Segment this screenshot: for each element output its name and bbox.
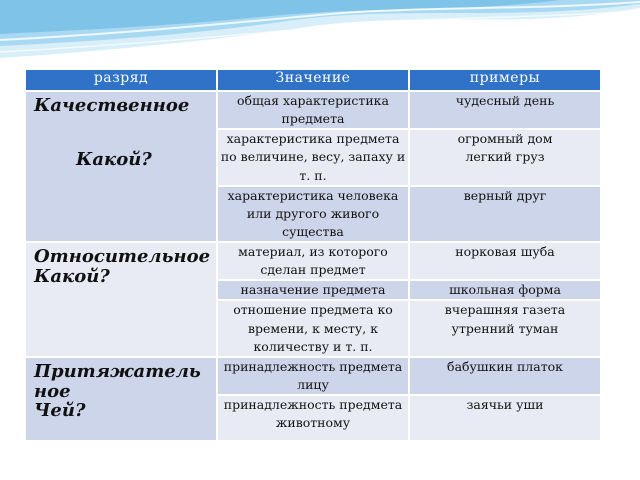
table-row: [26, 92, 600, 128]
example-text: вчерашняя газета: [444, 302, 566, 318]
category-qualitative: [26, 92, 216, 241]
meaning-cell: отношение предмета ко времени, к месту, к количеству и т. п.: [218, 301, 408, 355]
example-text: чудесный день: [455, 93, 555, 108]
category-possessive: [26, 358, 216, 440]
examples-cell: [410, 396, 600, 440]
example-text: легкий груз: [465, 149, 545, 165]
examples-cell: [410, 243, 600, 279]
meaning-cell: принадлежность предмета животному: [218, 396, 408, 440]
examples-cell: [410, 92, 600, 128]
examples-cell: [410, 130, 600, 184]
adjective-classes-table: [24, 68, 602, 442]
examples-cell: [410, 301, 600, 355]
example-text: школьная форма: [449, 282, 561, 298]
category-relative: [26, 243, 216, 356]
meaning-cell: материал, из которого сделан предмет: [218, 243, 408, 279]
meaning-cell: характеристика предмета по величине, весу, запаху и т. п.: [218, 130, 408, 184]
category-name: Притяжательное: [34, 360, 201, 402]
examples-cell: [410, 281, 600, 299]
meaning-cell: принадлежность предмета лицу: [218, 358, 408, 394]
table-row: [26, 243, 600, 279]
category-name: Качественное: [34, 95, 190, 116]
example-text: верный друг: [463, 187, 547, 203]
table-header-row: [26, 70, 600, 90]
header-category: разряд: [26, 70, 216, 90]
example-text: заячьи уши: [466, 397, 544, 412]
examples-cell: [410, 187, 600, 241]
category-question: Чей?: [34, 400, 86, 422]
example-text: норковая шуба: [455, 244, 555, 259]
category-question: Какой?: [34, 265, 110, 287]
category-name: Относительное: [34, 246, 211, 267]
table-row: [26, 358, 600, 394]
category-question: Какой?: [76, 148, 152, 170]
example-text: бабушкин платок: [447, 358, 563, 374]
example-text: огромный дом: [457, 131, 553, 147]
meaning-cell: назначение предмета: [218, 281, 408, 299]
meaning-cell: общая характеристика предмета: [218, 92, 408, 128]
header-examples: примеры: [410, 70, 600, 90]
header-meaning: Значение: [218, 70, 408, 90]
meaning-cell: характеристика человека или другого живого существа: [218, 187, 408, 241]
examples-cell: [410, 358, 600, 394]
example-text: утренний туман: [451, 320, 559, 336]
